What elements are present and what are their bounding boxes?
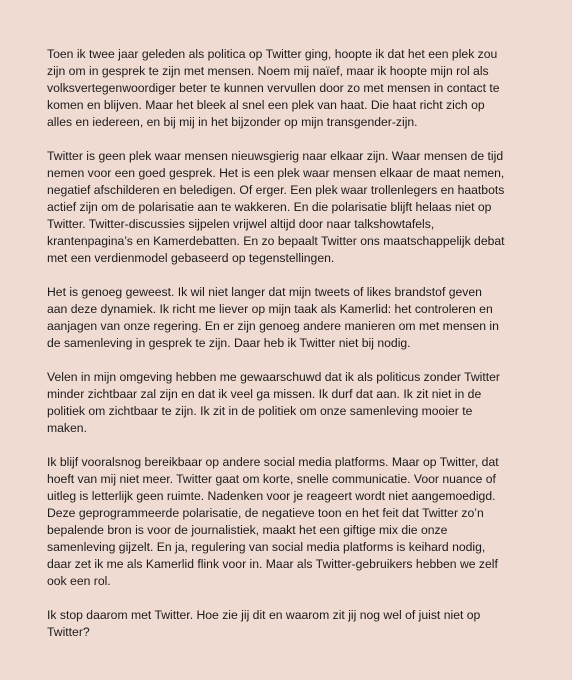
text-line: negatief afschilderen en beledigen. Of erger. Een plek waar trollenlegers en haatbots <box>47 183 505 197</box>
text-line: zijn om in gesprek te zijn met mensen. Noem mij naïef, maar ik hoopte mijn rol als <box>47 64 489 78</box>
text-line: Ik stop daarom met Twitter. Hoe zie jij dit en waarom zit jij nog wel of juist niet op <box>47 608 481 622</box>
text-line: alles en iedereen, en bij mij in het bijzonder op mijn transgender-zijn. <box>47 115 418 129</box>
paragraph-3 <box>47 284 528 352</box>
text-line: politiek om zichtbaar te zijn. Ik zit in de politiek om onze samenleving mooier te <box>47 404 473 418</box>
text-line: volksvertegenwoordiger beter te kunnen vervullen door zo met mensen in contact te <box>47 81 500 95</box>
text-line: daar zet ik me als Kamerlid flink voor in. Maar als Twitter-gebruikers hebben we zelf <box>47 557 498 571</box>
text-line: Toen ik twee jaar geleden als politica op Twitter ging, hoopte ik dat het een plek zou <box>47 47 498 61</box>
paragraph-6 <box>47 607 528 641</box>
text-line: aan deze dynamiek. Ik richt me liever op mijn taak als Kamerlid: het controleren en <box>47 302 493 316</box>
text-line: bepalende bron is voor de journalistiek, maakt het een giftige mix die onze <box>47 523 448 537</box>
paragraph-4 <box>47 369 528 437</box>
text-line: de samenleving in gesprek te zijn. Daar heb ik Twitter niet bij nodig. <box>47 336 411 350</box>
text-line: komen en blijven. Maar het bleek al snel een plek van haat. Die haat richt zich op <box>47 98 485 112</box>
text-line: uitleg is letterlijk geen ruimte. Nadenken voor je reageert wordt niet aangemoedigd. <box>47 489 496 503</box>
text-line: actief zijn om de polarisatie aan te wakkeren. En die polarisatie blijft helaas niet op <box>47 200 492 214</box>
text-line: Het is genoeg geweest. Ik wil niet langer dat mijn tweets of likes brandstof geven <box>47 285 482 299</box>
paragraph-2 <box>47 148 528 267</box>
text-line: samenleving gijzelt. En ja, regulering van social media platforms is keihard nodig, <box>47 540 486 554</box>
text-line: ook een rol. <box>47 574 111 588</box>
paragraph-5 <box>47 454 528 590</box>
text-line: minder zichtbaar zal zijn en dat ik veel ga missen. Ik durf dat aan. Ik zit niet in de <box>47 387 482 401</box>
text-line: hoeft van mij niet meer. Twitter gaat om korte, snelle communicatie. Voor nuance of <box>47 472 496 486</box>
paragraph-1 <box>47 46 528 131</box>
text-line: aanjagen van onze regering. En er zijn genoeg andere manieren om met mensen in <box>47 319 499 333</box>
text-line: met een verdienmodel gebaseerd op tegenstellingen. <box>47 251 335 265</box>
text-line: Twitter. Twitter-discussies sijpelen vrijwel altijd door naar talkshowtafels, <box>47 217 435 231</box>
text-line: Ik blijf vooralsnog bereikbaar op andere social media platforms. Maar op Twitter, dat <box>47 455 499 469</box>
text-line: krantenpagina’s en Kamerdebatten. En zo bepaalt Twitter ons maatschappelijk debat <box>47 234 505 248</box>
text-line: Velen in mijn omgeving hebben me gewaarschuwd dat ik als politicus zonder Twitter <box>47 370 500 384</box>
text-line: maken. <box>47 421 87 435</box>
text-line: Twitter is geen plek waar mensen nieuwsgierig naar elkaar zijn. Waar mensen de tijd <box>47 149 504 163</box>
text-line: Deze geprogrammeerde polarisatie, de negatieve toon en het feit dat Twitter zo’n <box>47 506 484 520</box>
text-line: nemen voor een goed gesprek. Het is een plek waar mensen elkaar de maat nemen, <box>47 166 505 180</box>
text-line: Twitter? <box>47 625 90 639</box>
